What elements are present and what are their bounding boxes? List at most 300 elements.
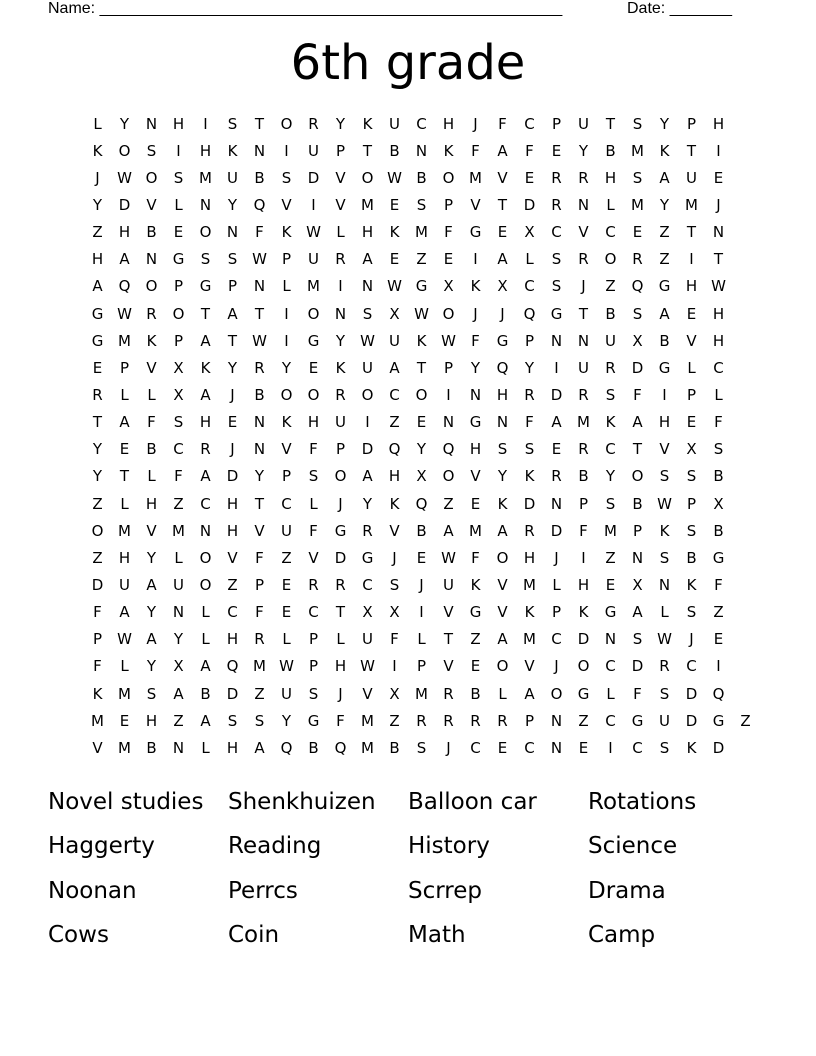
grid-letter: Y — [362, 494, 373, 513]
grid-letter: D — [577, 630, 590, 649]
grid-letter: W — [117, 304, 132, 323]
grid-letter: J — [716, 195, 721, 214]
grid-letter: D — [550, 385, 563, 404]
grid-letter: O — [199, 223, 212, 242]
grid-letter: E — [443, 250, 454, 269]
grid-letter: C — [524, 738, 535, 757]
grid-letter: X — [524, 223, 535, 242]
grid-letter: V — [146, 358, 157, 377]
grid-letter: K — [470, 575, 481, 594]
grid-letter: B — [632, 494, 643, 513]
grid-row — [84, 490, 759, 517]
grid-row — [84, 680, 759, 707]
grid-letter: Q — [118, 277, 131, 296]
grid-letter: S — [659, 467, 670, 486]
grid-letter: N — [577, 195, 590, 214]
grid-row — [84, 544, 759, 571]
grid-letter: U — [389, 114, 400, 133]
grid-letter: X — [173, 358, 184, 377]
grid-letter: R — [443, 684, 454, 703]
grid-letter: W — [711, 277, 726, 296]
grid-letter: V — [389, 521, 400, 540]
grid-letter: K — [92, 141, 103, 160]
grid-letter: U — [389, 331, 400, 350]
grid-letter: K — [659, 521, 670, 540]
grid-letter: Z — [740, 711, 751, 730]
grid-letter: S — [686, 467, 697, 486]
grid-letter: I — [554, 358, 559, 377]
grid-letter: V — [254, 521, 265, 540]
grid-letter: Z — [659, 223, 670, 242]
grid-letter: S — [416, 738, 427, 757]
grid-letter: L — [147, 467, 156, 486]
grid-letter: W — [306, 223, 321, 242]
grid-letter: W — [117, 630, 132, 649]
grid-letter: C — [416, 114, 427, 133]
grid-letter: Y — [281, 358, 292, 377]
grid-letter: D — [712, 738, 725, 757]
grid-letter: N — [253, 440, 266, 459]
grid-row — [84, 734, 759, 761]
grid-letter: U — [308, 141, 319, 160]
grid-letter: N — [415, 141, 428, 160]
grid-letter: P — [254, 575, 265, 594]
grid-letter: B — [470, 684, 481, 703]
grid-letter: M — [415, 223, 428, 242]
grid-letter: L — [282, 277, 291, 296]
letter-grid — [84, 110, 759, 761]
grid-letter: Q — [280, 738, 293, 757]
grid-letter: W — [657, 494, 672, 513]
grid-letter: D — [523, 195, 536, 214]
grid-letter: K — [416, 331, 427, 350]
grid-letter: Y — [659, 114, 670, 133]
grid-letter: C — [605, 223, 616, 242]
grid-letter: C — [632, 738, 643, 757]
grid-letter: L — [174, 548, 183, 567]
grid-letter: N — [334, 304, 347, 323]
grid-letter: T — [200, 304, 211, 323]
grid-letter: Z — [173, 494, 184, 513]
grid-letter: B — [389, 141, 400, 160]
grid-letter: R — [335, 385, 346, 404]
grid-letter: I — [284, 304, 289, 323]
grid-letter: Z — [389, 711, 400, 730]
grid-letter: N — [172, 738, 185, 757]
grid-letter: Y — [146, 657, 157, 676]
grid-letter: F — [309, 440, 318, 459]
grid-letter: H — [307, 413, 320, 432]
grid-letter: X — [632, 575, 643, 594]
grid-letter: F — [444, 223, 453, 242]
grid-letter: T — [605, 114, 616, 133]
grid-letter: U — [281, 684, 292, 703]
grid-letter: X — [362, 603, 373, 622]
grid-letter: I — [446, 385, 451, 404]
grid-letter: N — [145, 114, 158, 133]
grid-letter: I — [284, 141, 289, 160]
grid-letter: L — [174, 195, 183, 214]
grid-letter: N — [496, 413, 509, 432]
grid-letter: I — [716, 657, 721, 676]
grid-letter: E — [173, 223, 184, 242]
word-list-item: Reading — [228, 833, 322, 860]
grid-row — [84, 409, 759, 436]
word-list-item: Drama — [588, 877, 666, 904]
grid-letter: O — [91, 521, 104, 540]
grid-letter: E — [119, 440, 130, 459]
grid-letter: V — [443, 657, 454, 676]
grid-letter: P — [227, 277, 238, 296]
grid-letter: F — [174, 467, 183, 486]
grid-letter: E — [281, 603, 292, 622]
grid-letter: D — [631, 358, 644, 377]
grid-letter: P — [686, 385, 697, 404]
grid-letter: T — [254, 494, 265, 513]
grid-letter: H — [145, 711, 158, 730]
grid-letter: U — [227, 168, 238, 187]
grid-letter: F — [471, 331, 480, 350]
grid-letter: X — [416, 467, 427, 486]
grid-letter: A — [200, 467, 211, 486]
name-field-label: Name: ____________________________________________________ — [48, 0, 563, 17]
grid-letter: R — [524, 521, 535, 540]
grid-letter: R — [362, 521, 373, 540]
grid-letter: V — [362, 684, 373, 703]
grid-letter: C — [173, 440, 184, 459]
grid-letter: Y — [281, 711, 292, 730]
grid-letter: C — [281, 494, 292, 513]
grid-letter: O — [496, 657, 509, 676]
grid-letter: Y — [524, 358, 535, 377]
grid-letter: B — [416, 521, 427, 540]
grid-letter: B — [686, 548, 697, 567]
grid-letter: O — [145, 168, 158, 187]
grid-letter: Y — [227, 358, 238, 377]
grid-letter: Z — [173, 711, 184, 730]
grid-letter: U — [605, 331, 616, 350]
grid-letter: F — [525, 141, 534, 160]
grid-letter: O — [172, 304, 185, 323]
grid-letter: P — [281, 250, 292, 269]
grid-letter: C — [362, 575, 373, 594]
grid-letter: C — [551, 630, 562, 649]
word-list-item: Math — [408, 922, 466, 949]
grid-letter: P — [335, 141, 346, 160]
grid-letter: Z — [389, 413, 400, 432]
grid-letter: T — [335, 603, 346, 622]
word-list-item: Scrrep — [408, 877, 482, 904]
word-list-item: Noonan — [48, 877, 137, 904]
grid-letter: B — [578, 467, 589, 486]
grid-letter: G — [199, 277, 212, 296]
grid-letter: I — [662, 385, 667, 404]
grid-letter: C — [389, 385, 400, 404]
grid-letter: P — [335, 440, 346, 459]
grid-letter: J — [230, 385, 235, 404]
grid-letter: G — [631, 711, 644, 730]
grid-letter: B — [146, 223, 157, 242]
grid-letter: E — [632, 223, 643, 242]
grid-letter: V — [281, 440, 292, 459]
grid-letter: J — [473, 304, 478, 323]
grid-letter: G — [577, 684, 590, 703]
grid-letter: S — [362, 304, 373, 323]
grid-letter: E — [497, 223, 508, 242]
grid-letter: S — [416, 195, 427, 214]
grid-letter: G — [91, 331, 104, 350]
grid-letter: N — [253, 277, 266, 296]
grid-letter: K — [281, 223, 292, 242]
grid-letter: I — [392, 657, 397, 676]
grid-letter: X — [173, 385, 184, 404]
grid-letter: O — [361, 385, 374, 404]
grid-row — [84, 164, 759, 191]
grid-letter: J — [338, 684, 343, 703]
grid-letter: A — [119, 250, 130, 269]
grid-letter: E — [389, 250, 400, 269]
grid-letter: G — [415, 277, 428, 296]
grid-letter: D — [685, 684, 698, 703]
grid-letter: P — [416, 657, 427, 676]
grid-letter: O — [442, 168, 455, 187]
grid-letter: S — [308, 467, 319, 486]
grid-letter: H — [172, 114, 185, 133]
grid-letter: A — [632, 413, 643, 432]
grid-letter: Z — [254, 684, 265, 703]
grid-letter: C — [200, 494, 211, 513]
grid-letter: O — [550, 684, 563, 703]
grid-letter: G — [361, 548, 374, 567]
grid-letter: U — [173, 575, 184, 594]
grid-letter: N — [199, 195, 212, 214]
grid-letter: F — [390, 630, 399, 649]
grid-letter: H — [334, 657, 347, 676]
grid-letter: W — [414, 304, 429, 323]
grid-letter: Z — [659, 250, 670, 269]
grid-letter: N — [631, 548, 644, 567]
grid-letter: Z — [92, 223, 103, 242]
grid-row — [84, 110, 759, 137]
grid-letter: D — [685, 711, 698, 730]
grid-letter: Q — [334, 738, 347, 757]
grid-letter: V — [281, 195, 292, 214]
grid-letter: O — [199, 548, 212, 567]
grid-letter: J — [689, 630, 694, 649]
grid-letter: M — [361, 738, 374, 757]
grid-letter: O — [442, 467, 455, 486]
grid-row — [84, 436, 759, 463]
grid-letter: N — [226, 223, 239, 242]
grid-letter: K — [362, 114, 373, 133]
grid-letter: B — [713, 521, 724, 540]
grid-letter: O — [307, 304, 320, 323]
grid-letter: Z — [578, 711, 589, 730]
grid-letter: I — [203, 114, 208, 133]
grid-row — [84, 137, 759, 164]
grid-letter: D — [118, 195, 131, 214]
grid-letter: L — [606, 684, 615, 703]
grid-letter: A — [497, 521, 508, 540]
grid-letter: Z — [281, 548, 292, 567]
grid-letter: U — [335, 413, 346, 432]
grid-letter: E — [281, 575, 292, 594]
grid-letter: E — [524, 168, 535, 187]
grid-letter: H — [226, 630, 239, 649]
grid-letter: O — [442, 304, 455, 323]
grid-letter: G — [604, 603, 617, 622]
grid-letter: R — [578, 385, 589, 404]
grid-letter: B — [254, 168, 265, 187]
grid-letter: U — [659, 711, 670, 730]
grid-letter: B — [308, 738, 319, 757]
word-list-item: Cows — [48, 922, 109, 949]
grid-letter: O — [604, 250, 617, 269]
grid-letter: E — [389, 195, 400, 214]
grid-letter: J — [554, 657, 559, 676]
grid-letter: G — [307, 711, 320, 730]
grid-letter: H — [469, 440, 482, 459]
grid-letter: Y — [92, 467, 103, 486]
grid-letter: X — [632, 331, 643, 350]
grid-letter: V — [497, 575, 508, 594]
grid-letter: S — [524, 440, 535, 459]
grid-letter: J — [419, 575, 424, 594]
grid-letter: R — [632, 250, 643, 269]
grid-letter: H — [226, 521, 239, 540]
grid-letter: B — [713, 467, 724, 486]
grid-letter: K — [227, 141, 238, 160]
grid-letter: A — [200, 711, 211, 730]
grid-letter: T — [119, 467, 130, 486]
grid-letter: C — [605, 711, 616, 730]
grid-letter: P — [578, 494, 589, 513]
grid-letter: O — [199, 575, 212, 594]
grid-letter: P — [551, 114, 562, 133]
grid-letter: M — [415, 684, 428, 703]
grid-row — [84, 653, 759, 680]
grid-letter: S — [551, 250, 562, 269]
grid-letter: P — [443, 195, 454, 214]
grid-letter: I — [338, 277, 343, 296]
grid-letter: A — [659, 168, 670, 187]
word-list-item: Balloon car — [408, 789, 537, 815]
grid-letter: F — [147, 413, 156, 432]
grid-row — [84, 571, 759, 598]
grid-letter: H — [712, 114, 725, 133]
grid-letter: Y — [146, 603, 157, 622]
grid-letter: V — [686, 331, 697, 350]
grid-letter: Y — [173, 630, 184, 649]
grid-letter: T — [713, 250, 724, 269]
grid-letter: D — [91, 575, 104, 594]
grid-letter: E — [497, 738, 508, 757]
grid-letter: R — [605, 358, 616, 377]
grid-letter: Z — [470, 630, 481, 649]
grid-letter: N — [361, 277, 374, 296]
grid-letter: V — [470, 195, 481, 214]
grid-letter: P — [686, 114, 697, 133]
grid-letter: R — [578, 250, 589, 269]
grid-letter: B — [605, 304, 616, 323]
page-title: 6th grade — [290, 35, 526, 91]
grid-letter: Y — [497, 467, 508, 486]
grid-letter: W — [117, 168, 132, 187]
grid-letter: V — [308, 548, 319, 567]
grid-letter: P — [173, 331, 184, 350]
grid-letter: Q — [631, 277, 644, 296]
grid-letter: R — [551, 168, 562, 187]
grid-letter: A — [389, 358, 400, 377]
grid-letter: P — [92, 630, 103, 649]
grid-letter: T — [254, 304, 265, 323]
grid-letter: P — [551, 603, 562, 622]
grid-letter: S — [686, 521, 697, 540]
grid-letter: H — [577, 575, 590, 594]
grid-letter: E — [119, 711, 130, 730]
grid-letter: K — [335, 358, 346, 377]
grid-letter: K — [497, 494, 508, 513]
grid-letter: X — [389, 603, 400, 622]
grid-letter: E — [713, 630, 724, 649]
grid-letter: S — [659, 548, 670, 567]
word-list — [48, 780, 768, 958]
grid-letter: Q — [415, 494, 428, 513]
grid-letter: N — [550, 331, 563, 350]
grid-letter: A — [146, 630, 157, 649]
grid-letter: J — [392, 548, 397, 567]
grid-letter: L — [687, 358, 696, 377]
grid-letter: A — [497, 250, 508, 269]
grid-letter: K — [470, 277, 481, 296]
grid-letter: A — [200, 657, 211, 676]
grid-letter: H — [604, 168, 617, 187]
grid-letter: S — [551, 277, 562, 296]
grid-letter: Y — [146, 548, 157, 567]
grid-letter: G — [658, 358, 671, 377]
grid-letter: E — [416, 548, 427, 567]
grid-letter: Q — [712, 684, 725, 703]
grid-letter: A — [497, 141, 508, 160]
grid-letter: U — [362, 358, 373, 377]
grid-letter: N — [604, 630, 617, 649]
grid-letter: K — [686, 738, 697, 757]
grid-letter: T — [578, 304, 589, 323]
grid-letter: J — [473, 114, 478, 133]
grid-letter: R — [308, 575, 319, 594]
grid-letter: U — [578, 114, 589, 133]
grid-letter: D — [631, 657, 644, 676]
grid-letter: Z — [713, 603, 724, 622]
grid-letter: T — [686, 223, 697, 242]
grid-letter: V — [443, 603, 454, 622]
grid-letter: L — [606, 195, 615, 214]
grid-letter: S — [659, 738, 670, 757]
grid-letter: E — [686, 304, 697, 323]
grid-letter: F — [255, 603, 264, 622]
grid-letter: I — [581, 548, 586, 567]
grid-letter: X — [686, 440, 697, 459]
grid-letter: I — [419, 603, 424, 622]
grid-letter: B — [146, 738, 157, 757]
grid-letter: M — [361, 195, 374, 214]
grid-letter: O — [361, 168, 374, 187]
grid-letter: A — [254, 738, 265, 757]
grid-letter: D — [307, 168, 320, 187]
grid-letter: C — [308, 603, 319, 622]
grid-letter: N — [172, 603, 185, 622]
grid-letter: X — [497, 277, 508, 296]
